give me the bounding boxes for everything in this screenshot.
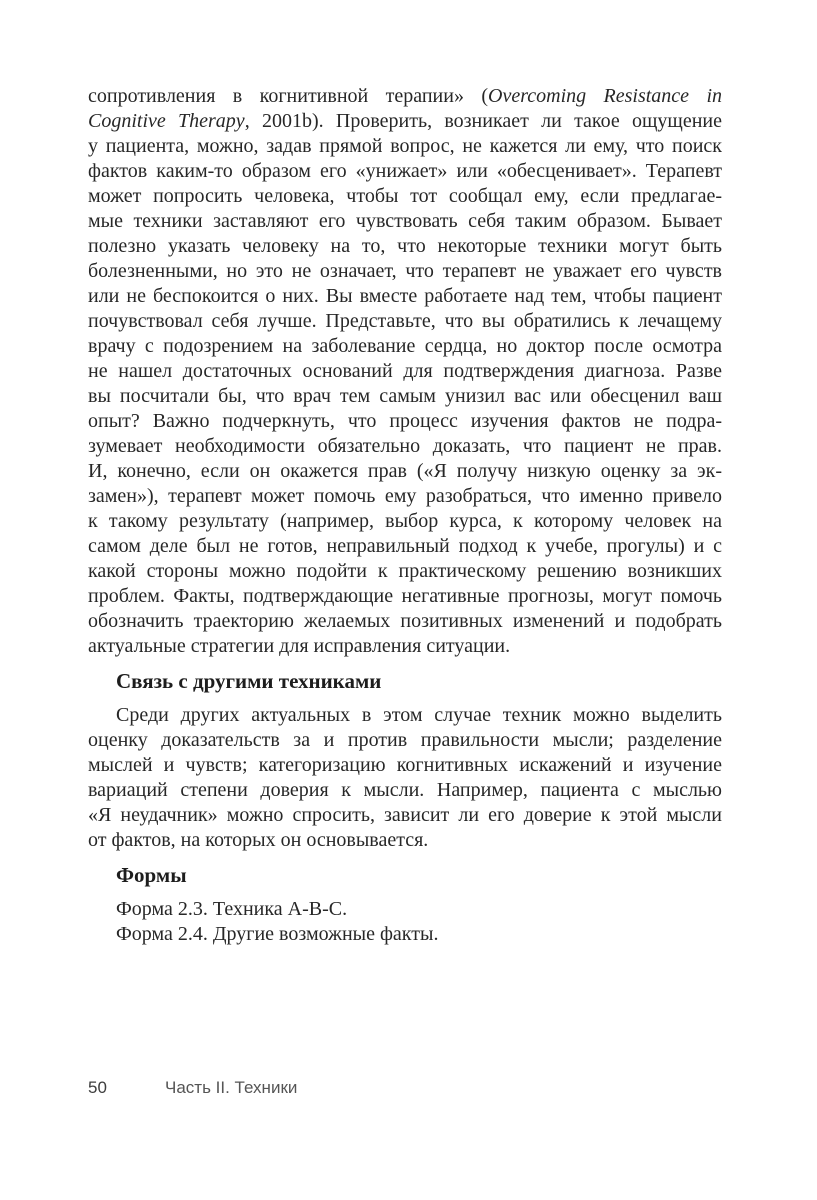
text-line: полезно указать человеку на то, что некоторые техники могут быть (88, 235, 722, 257)
page-number: 50 (88, 1078, 107, 1097)
body-text: , 2001b). Проверить, возникает ли такое ощущение (244, 110, 722, 132)
text-line: фактов каким-то образом его «унижает» или «обесценивает». Терапевт (88, 160, 722, 182)
text-line: самом деле был не готов, неправильный подход к учебе, прогулы) и с (88, 535, 722, 557)
text-line: не нашел достаточных оснований для подтверждения диагноза. Разве (88, 360, 722, 382)
text-line: или не беспокоится о них. Вы вместе работаете над тем, чтобы пациент (88, 285, 722, 307)
text-line: к такому результату (например, выбор курса, к которому человек на (88, 510, 722, 532)
text-line: почувствовал себя лучше. Представьте, что вы обратились к лечащему (88, 310, 722, 332)
text-line: может попросить человека, чтобы тот сообщал ему, если предлагае- (88, 185, 722, 207)
text-line: оценку доказательств за и против правильности мысли; разделение (88, 729, 722, 751)
text-line: какой стороны можно подойти к практическому решению возникших (88, 560, 722, 582)
text-line: от фактов, на которых он основывается. (88, 829, 429, 851)
forms-heading: Формы (116, 863, 187, 887)
text-line: Среди других актуальных в этом случае техник можно выделить (116, 704, 722, 726)
text-line (88, 84, 722, 109)
italic-citation-text: Cognitive Therapy (88, 110, 245, 132)
body-text: сопротивления в когнитивной терапии» ( (88, 85, 489, 107)
text-line: зумевает необходимости обязательно доказать, что пациент не прав. (88, 435, 722, 457)
text-line: обозначить траекторию желаемых позитивных изменений и подобрать (88, 610, 722, 632)
italic-citation-text: Overcoming Resistance in (488, 85, 722, 107)
page-footer (88, 1078, 297, 1098)
text-line: «Я неудачник» можно спросить, зависит ли его доверие к этой мысли (88, 804, 722, 826)
text-line: мые техники заставляют его чувствовать себя таким образом. Бывает (88, 210, 722, 232)
text-line: проблем. Факты, подтверждающие негативные прогнозы, могут помочь (88, 585, 722, 607)
paragraph (88, 703, 722, 853)
related-techniques-heading: Связь с другими техниками (116, 669, 382, 693)
text-line: актуальные стратегии для исправления ситуации. (88, 635, 511, 657)
text-line: И, конечно, если он окажется прав («Я получу низкую оценку за эк- (88, 460, 722, 482)
text-line: опыт? Важно подчеркнуть, что процесс изучения фактов не подра- (88, 410, 722, 432)
form-reference: Форма 2.3. Техника A-B-C. (116, 898, 348, 920)
page-body (88, 84, 722, 947)
text-line: у пациента, можно, задав прямой вопрос, не кажется ли ему, что поиск (88, 135, 722, 157)
text-line: вариаций степени доверия к мысли. Например, пациента с мыслью (88, 779, 722, 801)
text-line (88, 109, 722, 134)
text-line: замен»), терапевт может помочь ему разобраться, что именно привело (88, 485, 722, 507)
running-head-section: Часть II. Техники (165, 1078, 298, 1097)
text-line: врачу с подозрением на заболевание сердца, но доктор после осмотра (88, 335, 722, 357)
form-reference: Форма 2.4. Другие возможные факты. (116, 923, 439, 945)
paragraph (88, 84, 722, 659)
text-line: вы посчитали бы, что врач тем самым унизил вас или обесценил ваш (88, 385, 722, 407)
text-line: мыслей и чувств; категоризацию когнитивных искажений и изучение (88, 754, 722, 776)
text-line: болезненными, но это не означает, что терапевт не уважает его чувств (88, 260, 722, 282)
